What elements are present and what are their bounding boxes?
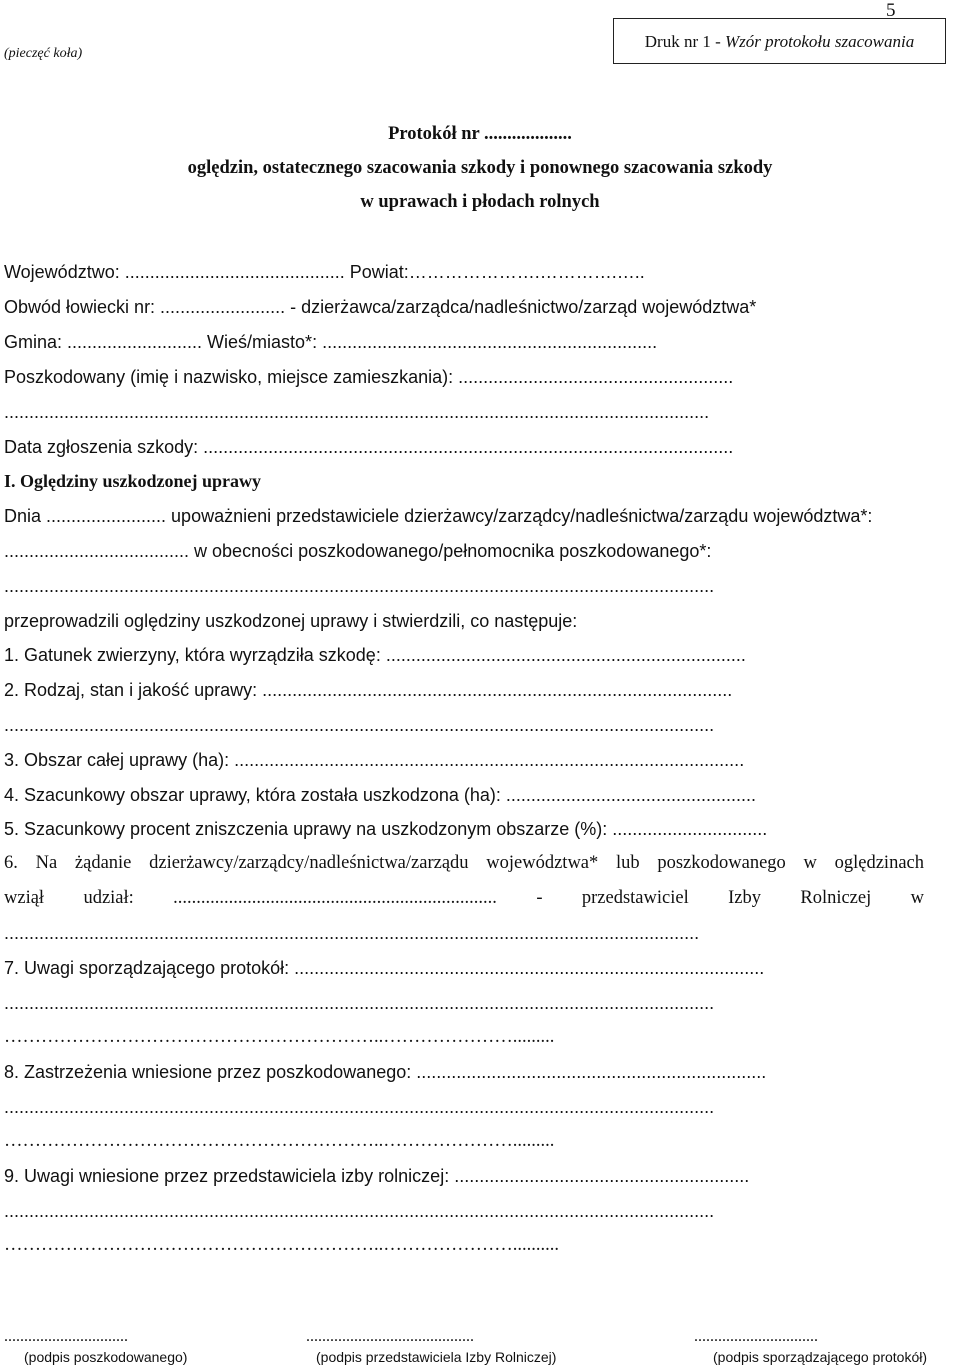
item-3: 3. Obszar całej uprawy (ha): ...................................................................................................... — [4, 750, 745, 770]
item-1: 1. Gatunek zwierzyny, która wyrządziła szkodę: ........................................................................ — [4, 645, 746, 665]
protocol-number-title: Protokół nr ................... — [388, 124, 572, 144]
line-obecnosci: ..................................... w obecności poszkodowanego/pełnomocnika poszkodowanego*: — [4, 541, 712, 561]
item-2-cont: .............................................................................................................................................. — [4, 715, 715, 735]
protocol-subtitle-1: oględzin, ostatecznego szacowania szkody i ponownego szacowania szkody — [187, 158, 773, 178]
item-7-cont-1: .............................................................................................................................................. — [4, 993, 715, 1013]
stamp-label: (pieczęć koła) — [4, 46, 83, 61]
field-gmina: Gmina: ........................... Wieś/miasto*: ................................................................... — [4, 332, 658, 352]
signature-label-sporzadzajacy: (podpis sporządzającego protokół) — [713, 1349, 928, 1365]
signature-label-izba: (podpis przedstawiciela Izby Rolniczej) — [316, 1349, 557, 1365]
item-9-cont-2: ……………………………………………………..………………….......... — [4, 1235, 559, 1255]
item-6-line-2: wziął udział: ...................................................................... - przedstawiciel Izby Rolniczej w — [4, 888, 924, 908]
signature-line-mid: .......................................... — [306, 1328, 474, 1345]
item-6-line-1: 6. Na żądanie dzierżawcy/zarządcy/nadleśnictwa/zarządu województwa* lub poszkodowanego w oględzinach — [4, 853, 924, 873]
line-obecnosci-cont: .............................................................................................................................................. — [4, 576, 715, 596]
field-obwod: Obwód łowiecki nr: ......................... - dzierżawca/zarządca/nadleśnictwo/zarząd województwa* — [4, 297, 757, 317]
item-6-line-3: ........................................................................................................................................... — [4, 923, 700, 943]
signature-label-poszkodowany: (podpis poszkodowanego) — [24, 1349, 188, 1365]
signature-line-right: ............................... — [694, 1328, 818, 1345]
item-8-cont-2: ……………………………………………………..…………………......... — [4, 1131, 555, 1151]
line-przeprowadzili: przeprowadzili oględziny uszkodzonej uprawy i stwierdzili, co następuje: — [4, 611, 578, 631]
item-4: 4. Szacunkowy obszar uprawy, która została uszkodzona (ha): .................................................. — [4, 785, 756, 805]
section-heading: I. Oględziny uszkodzonej uprawy — [4, 471, 262, 491]
protocol-subtitle-2: w uprawach i płodach rolnych — [360, 192, 600, 212]
document-label-italic: Wzór protokołu szacowania — [725, 32, 915, 51]
field-wojewodztwo: Województwo: ............................................ Powiat:………………….………….….. — [4, 262, 645, 282]
page-number: 5 — [886, 0, 896, 21]
item-7-cont-2: ……………………………………………………..…………………......... — [4, 1027, 555, 1047]
field-data-zgloszenia: Data zgłoszenia szkody: .......................................................................................................... — [4, 437, 734, 457]
item-2: 2. Rodzaj, stan i jakość uprawy: .............................................................................................. — [4, 680, 733, 700]
field-poszkodowany-cont: ............................................................................................................................................. — [4, 402, 710, 422]
field-poszkodowany: Poszkodowany (imię i nazwisko, miejsce zamieszkania): ....................................................... — [4, 367, 734, 387]
item-9: 9. Uwagi wniesione przez przedstawiciela izby rolniczej: ........................................................... — [4, 1166, 750, 1186]
document-label-box — [613, 18, 946, 64]
line-dnia: Dnia ........................ upoważnieni przedstawiciele dzierżawcy/zarządcy/nadleśnictwa/zarządu województwa*: — [4, 506, 873, 526]
item-8-cont-1: .............................................................................................................................................. — [4, 1097, 715, 1117]
signature-line-left: ............................... — [4, 1328, 128, 1345]
document-label-prefix: Druk nr 1 - — [644, 32, 726, 51]
item-8: 8. Zastrzeżenia wniesione przez poszkodowanego: ...................................................................... — [4, 1062, 767, 1082]
item-5: 5. Szacunkowy procent zniszczenia uprawy na uszkodzonym obszarze (%): ............................... — [4, 819, 768, 839]
item-9-cont-1: .............................................................................................................................................. — [4, 1201, 715, 1221]
item-7: 7. Uwagi sporządzającego protokół: .............................................................................................. — [4, 958, 765, 978]
